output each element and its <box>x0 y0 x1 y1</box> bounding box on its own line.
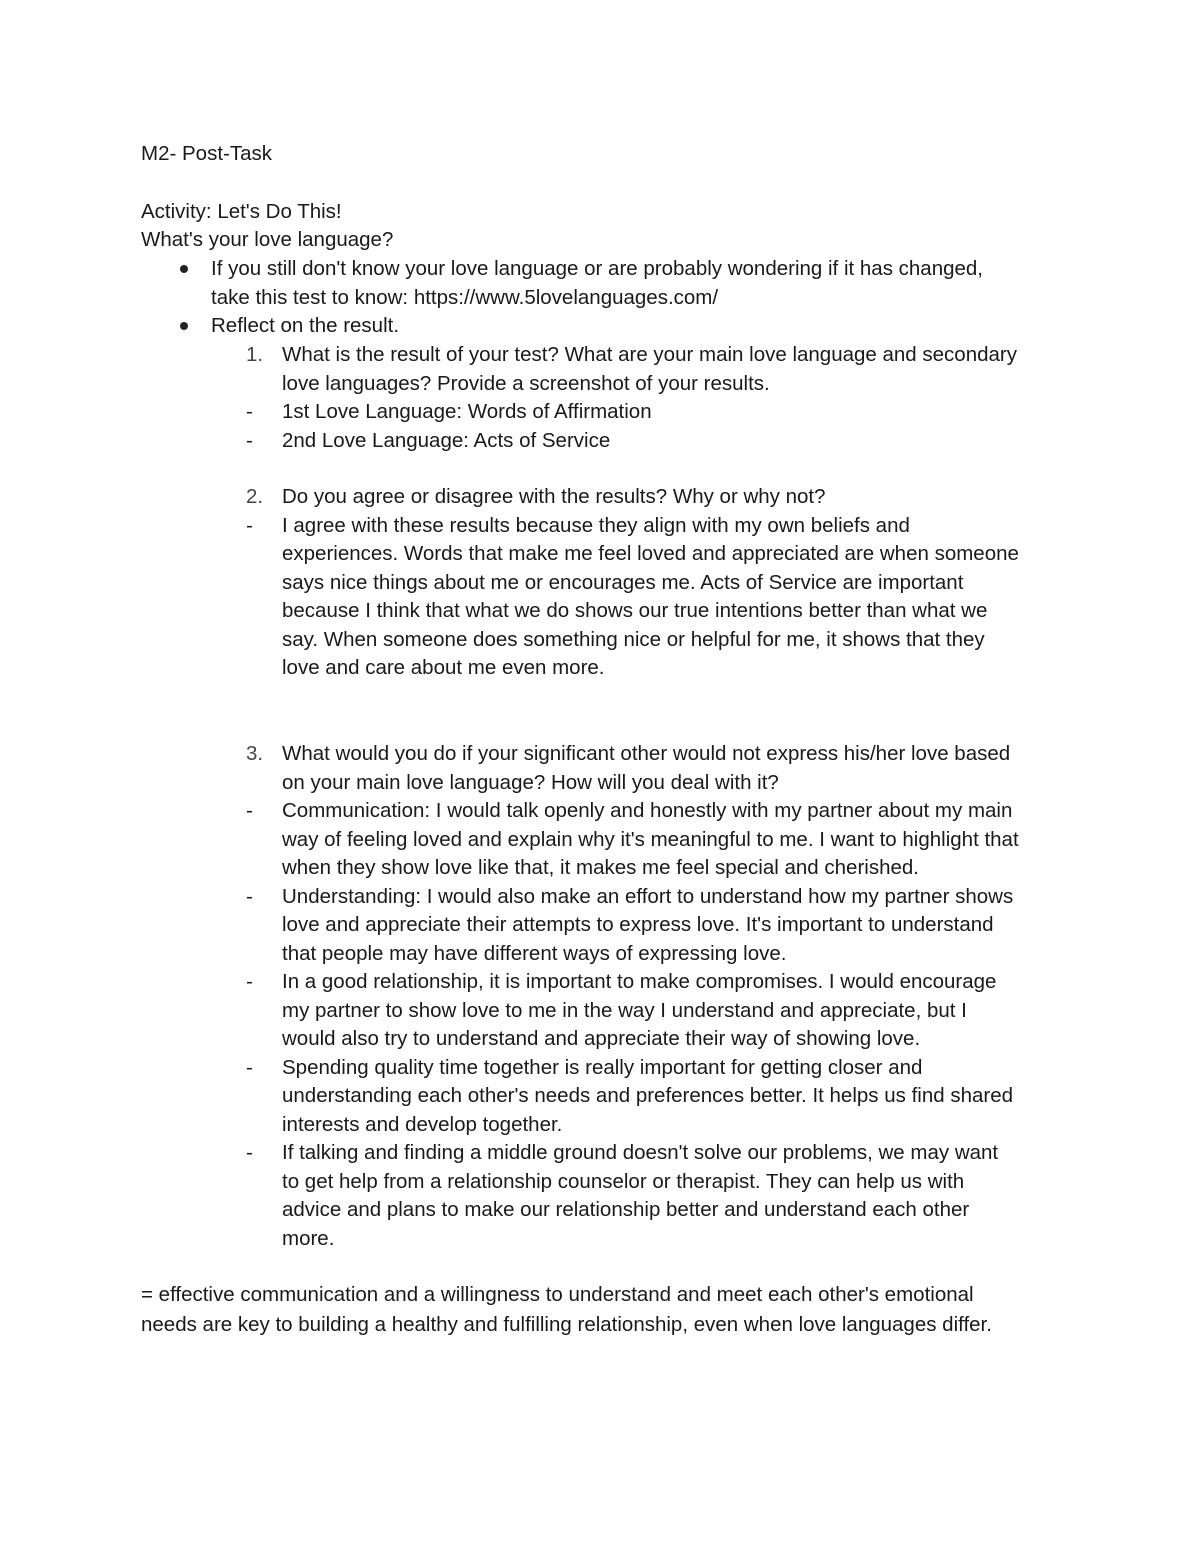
answer-text-line: Understanding: I would also make an effort to understand how my partner shows <box>282 884 1014 908</box>
answer-text-line: If talking and finding a middle ground doesn't solve our problems, we may want <box>282 1141 999 1164</box>
question-number: 1. <box>246 343 264 366</box>
answer-text-line: I agree with these results because they align with my own beliefs and <box>282 513 910 537</box>
dash-marker: - <box>246 884 253 908</box>
answer-text-line: say. When someone does something nice or helpful for me, it shows that they <box>282 627 985 651</box>
answer-text-line: more. <box>282 1226 335 1250</box>
answer-text-line: understanding each other's needs and preferences better. It helps us find shared <box>282 1084 1014 1107</box>
answer-text-line: that people may have different ways of expressing love. <box>282 941 787 965</box>
bullet-text-line: Reflect on the result. <box>211 314 400 337</box>
dash-marker: - <box>246 799 253 822</box>
question-text-line: What is the result of your test? What are your main love language and secondary <box>282 343 1017 366</box>
question-number: 2. <box>246 485 264 508</box>
answer-text-line: advice and plans to make our relationship better and understand each other <box>282 1198 970 1221</box>
answer-text-line: love and appreciate their attempts to express love. It's important to understand <box>282 913 994 936</box>
question-text-line: on your main love language? How will you deal with it? <box>282 770 779 794</box>
bullet-text-line: If you still don't know your love language or are probably wondering if it has changed, <box>211 257 983 280</box>
bullet-icon <box>180 265 188 273</box>
question-number: 3. <box>246 742 264 765</box>
conclusion-line: needs are key to building a healthy and fulfilling relationship, even when love languages differ. <box>141 1313 992 1336</box>
activity-heading: Activity: Let's Do This! <box>141 200 342 223</box>
answer-text-line: Spending quality time together is really important for getting closer and <box>282 1055 923 1079</box>
answer-text-line: way of feeling loved and explain why it's meaningful to me. I want to highlight that <box>282 827 1019 851</box>
conclusion-line: = effective communication and a willingness to understand and meet each other's emotional <box>141 1283 974 1306</box>
answer-text-line: love and care about me even more. <box>282 656 605 679</box>
answer-text-line: 2nd Love Language: Acts of Service <box>282 428 611 452</box>
answer-text-line: my partner to show love to me in the way I understand and appreciate, but I <box>282 998 967 1022</box>
bullet-icon <box>180 322 188 330</box>
answer-text-line: because I think that what we do shows our true intentions better than what we <box>282 599 988 622</box>
answer-text-line: says nice things about me or encourages me. Acts of Service are important <box>282 570 964 594</box>
answer-text-line: experiences. Words that make me feel loved and appreciated are when someone <box>282 542 1019 565</box>
dash-marker: - <box>246 400 253 423</box>
bullet-text-line: take this test to know: https://www.5lovelanguages.com/ <box>211 285 719 309</box>
main-question: What's your love language? <box>141 228 394 251</box>
answer-text-line: when they show love like that, it makes me feel special and cherished. <box>282 856 919 879</box>
answer-text-line: Communication: I would talk openly and honestly with my partner about my main <box>282 799 1013 822</box>
dash-marker: - <box>246 513 253 537</box>
dash-marker: - <box>246 428 253 452</box>
page-title: M2- Post-Task <box>141 142 272 165</box>
dash-marker: - <box>246 970 253 993</box>
answer-text-line: to get help from a relationship counselor or therapist. They can help us with <box>282 1169 965 1193</box>
answer-text-line: In a good relationship, it is important to make compromises. I would encourage <box>282 970 997 993</box>
dash-marker: - <box>246 1055 253 1079</box>
question-text-line: love languages? Provide a screenshot of your results. <box>282 371 770 395</box>
question-text-line: What would you do if your significant other would not express his/her love based <box>282 742 1011 765</box>
question-text-line: Do you agree or disagree with the results? Why or why not? <box>282 485 826 508</box>
answer-text-line: interests and develop together. <box>282 1112 563 1136</box>
answer-text-line: 1st Love Language: Words of Affirmation <box>282 400 652 423</box>
answer-text-line: would also try to understand and appreciate their way of showing love. <box>282 1027 921 1050</box>
dash-marker: - <box>246 1141 253 1164</box>
